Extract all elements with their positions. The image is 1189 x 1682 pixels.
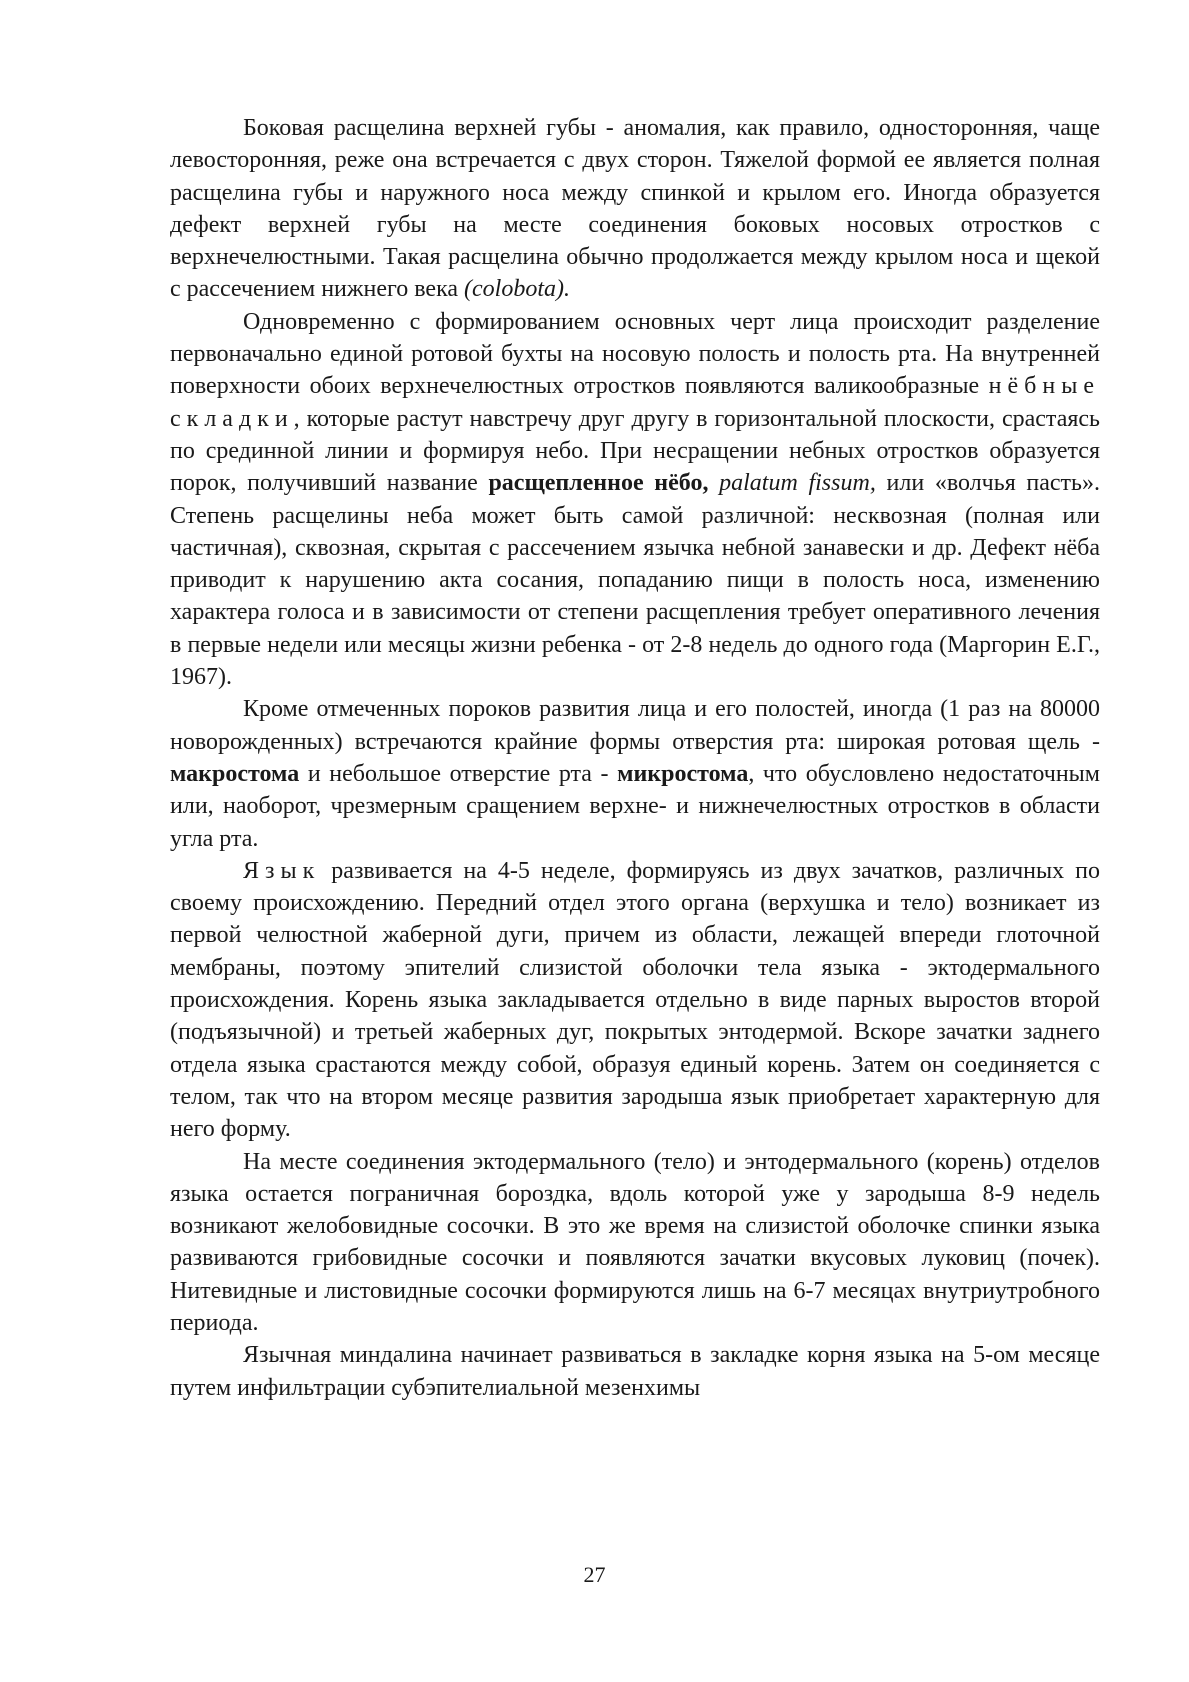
text-run: На месте соединения эктодермального (тело) и энтодермального (корень) отделов языка остается пограничная бороздка, вдоль которой уже у зародыша 8-9 недель возникают желобовидные сосочки. В это же время на слизистой оболочке спинки языка развиваются грибовидные сосочки и появляются зачатки вкусовых луковиц (почек). Нитевидные и листовидные сосочки формируются лишь на 6-7 месяцах внутриутробного периода. — [170, 1148, 1100, 1336]
text-run: Язычная миндалина начинает развиваться в закладке корня языка на 5-ом месяце путем инфильтрации субэпителиальной мезенхимы — [170, 1342, 1100, 1401]
paragraph-tongue-development — [170, 855, 1100, 1146]
latin-term: (colobota). — [464, 276, 570, 303]
text-run: Кроме отмеченных пороков развития лица и его полостей, иногда (1 раз на 80000 новорожденных) встречаются крайние формы отверстия рта: широкая ротовая щель - — [170, 696, 1100, 755]
text-run: Одновременно с формированием основных черт лица происходит разделение первоначально единой ротовой бухты на носовую полость и полость рта. На внутренней поверхности обоих верхнечелюстных отростков появляются валикообразные — [170, 308, 1100, 400]
paragraph-lingual-tonsil — [170, 1339, 1100, 1404]
bold-term: микростома — [617, 760, 749, 787]
text-run: развивается на 4-5 неделе, формируясь из двух зачатков, различных по своему происхождению. Передний отдел этого органа (верхушка и тело) возникает из первой челюстной жаберной дуги, причем из области, лежащей впереди глоточной мембраны, поэтому эпителий слизистой оболочки тела языка - эктодермального происхождения. Корень языка закладывается отдельно в виде парных выростов второй (подъязычной) и третьей жаберных дуг, покрытых энтодермой. Вскоре зачатки заднего отдела языка срастаются между собой, образуя единый корень. Затем он соединяется с телом, так что на втором месяце развития зародыша язык приобретает характерную для него форму. — [170, 857, 1100, 1143]
paragraph-cleft-palate — [170, 306, 1100, 694]
text-run: , что обусловлено недостаточным или, наоборот, чрезмерным сращением верхне- и нижнечелюстных отростков в области угла рта. — [170, 760, 1100, 852]
text-run: Боковая расщелина верхней губы - аномалия, как правило, односторонняя, чаще левосторонняя, реже она встречается с двух сторон. Тяжелой формой ее является полная расщелина губы и наружного носа между спинкой и крылом его. Иногда образуется дефект верхней губы на месте соединения боковых носовых отростков с верхнечелюстными. Такая расщелина обычно продолжается между крылом носа и щекой с рассечением нижнего века — [170, 115, 1100, 303]
paragraph-mouth-anomalies — [170, 693, 1100, 854]
bold-term: макростома — [170, 760, 300, 787]
spaced-term: нёбные складки — [170, 373, 1100, 432]
text-run: или «волчья пасть». Степень расщелины неба может быть самой различной: несквозная (полная или частичная), сквозная, скрытая с рассечением язычка небной занавески и др. Дефект нёба приводит к нарушению акта сосания, попаданию пищи в полость носа, изменению характера голоса и в зависимости от степени расщепления требует оперативного лечения в первые недели или месяцы жизни ребенка - от 2-8 недель до одного года (Маргорин Е.Г., 1967). — [170, 470, 1100, 691]
text-run: , которые растут навстречу друг другу в горизонтальной плоскости, срастаясь по срединной линии и формируя небо. При несращении небных отростков образуется порок, получивший название — [170, 405, 1100, 497]
bold-term: расщепленное нёбо, — [488, 470, 709, 497]
paragraph-tongue-papillae — [170, 1146, 1100, 1340]
paragraph-cleft-lip — [170, 112, 1100, 306]
body-text — [170, 112, 1100, 1404]
text-run: и небольшое отверстие рта - — [299, 760, 618, 787]
spaced-term: Язык — [243, 857, 321, 884]
latin-term: palatum fissum, — [708, 470, 876, 497]
page-number: 27 — [583, 1562, 606, 1587]
